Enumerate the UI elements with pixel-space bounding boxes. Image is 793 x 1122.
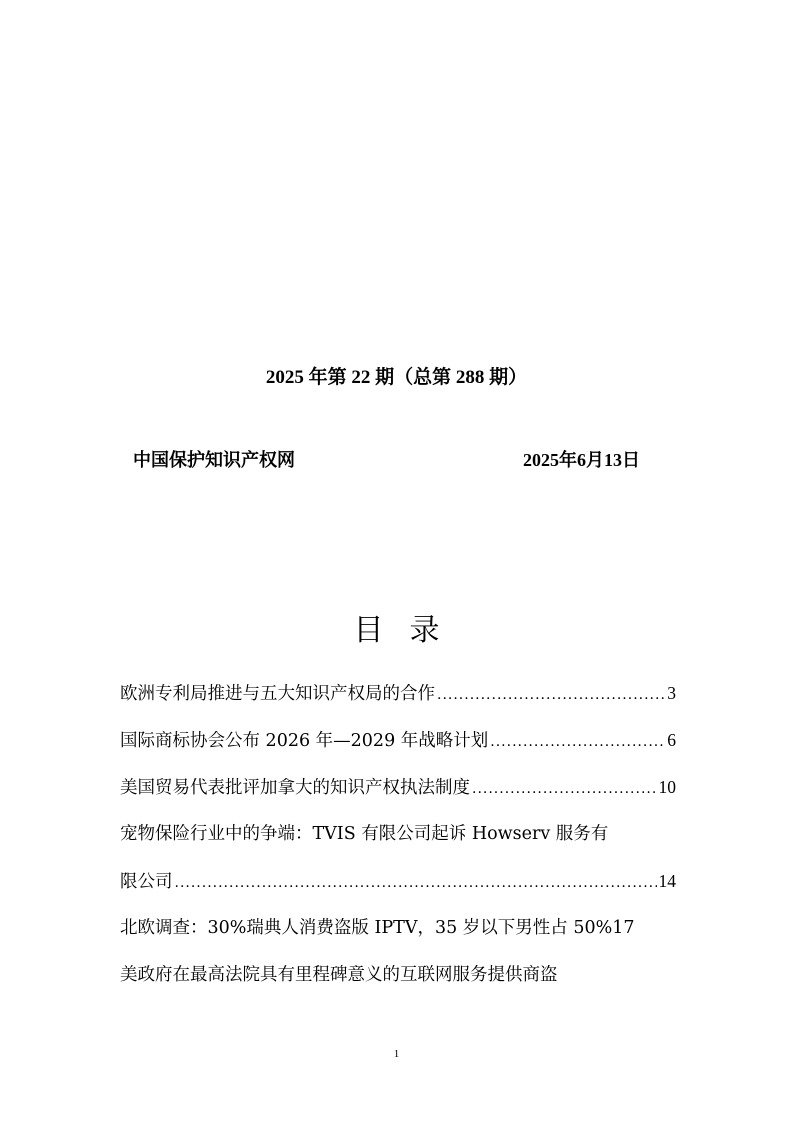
toc-entry[interactable] [120,717,676,764]
toc-entry-page: 14 [658,871,676,891]
publisher-name: 中国保护知识产权网 [133,450,295,471]
toc-entry-page: 3 [667,683,676,703]
page-number: 1 [393,1048,400,1060]
toc-title: 目录 [353,613,466,648]
toc-entry[interactable] [120,858,676,905]
toc-entry-page: 10 [658,777,676,797]
toc-entry-title: 国际商标协会公布 2026 年—2029 年战略计划 [120,731,489,751]
toc-entry[interactable]: 美政府在最高法院具有里程碑意义的互联网服务提供商盗 [120,965,558,985]
toc-entry[interactable] [120,670,676,717]
toc-leader-dots [490,719,665,766]
toc-entry-title-line1[interactable]: 宠物保险行业中的争端：TVIS 有限公司起诉 Howserv 服务有 [120,824,609,844]
toc-entry-title-line2: 限公司 [120,872,173,892]
toc-entry[interactable]: 北欧调查：30%瑞典人消费盗版 IPTV，35 岁以下男性占 50%17 [120,918,635,938]
toc-leader-dots [437,672,665,719]
issue-number: 2025 年第 22 期（总第 288 期） [265,367,528,388]
toc-leader-dots [472,766,657,813]
table-of-contents [120,670,676,999]
toc-entry[interactable] [120,764,676,811]
publish-date: 2025年6月13日 [523,450,640,470]
toc-entry-page: 6 [667,730,676,750]
toc-leader-dots [175,860,657,907]
toc-entry-title: 美国贸易代表批评加拿大的知识产权执法制度 [120,778,470,798]
toc-entry-title: 欧洲专利局推进与五大知识产权局的合作 [120,684,435,704]
